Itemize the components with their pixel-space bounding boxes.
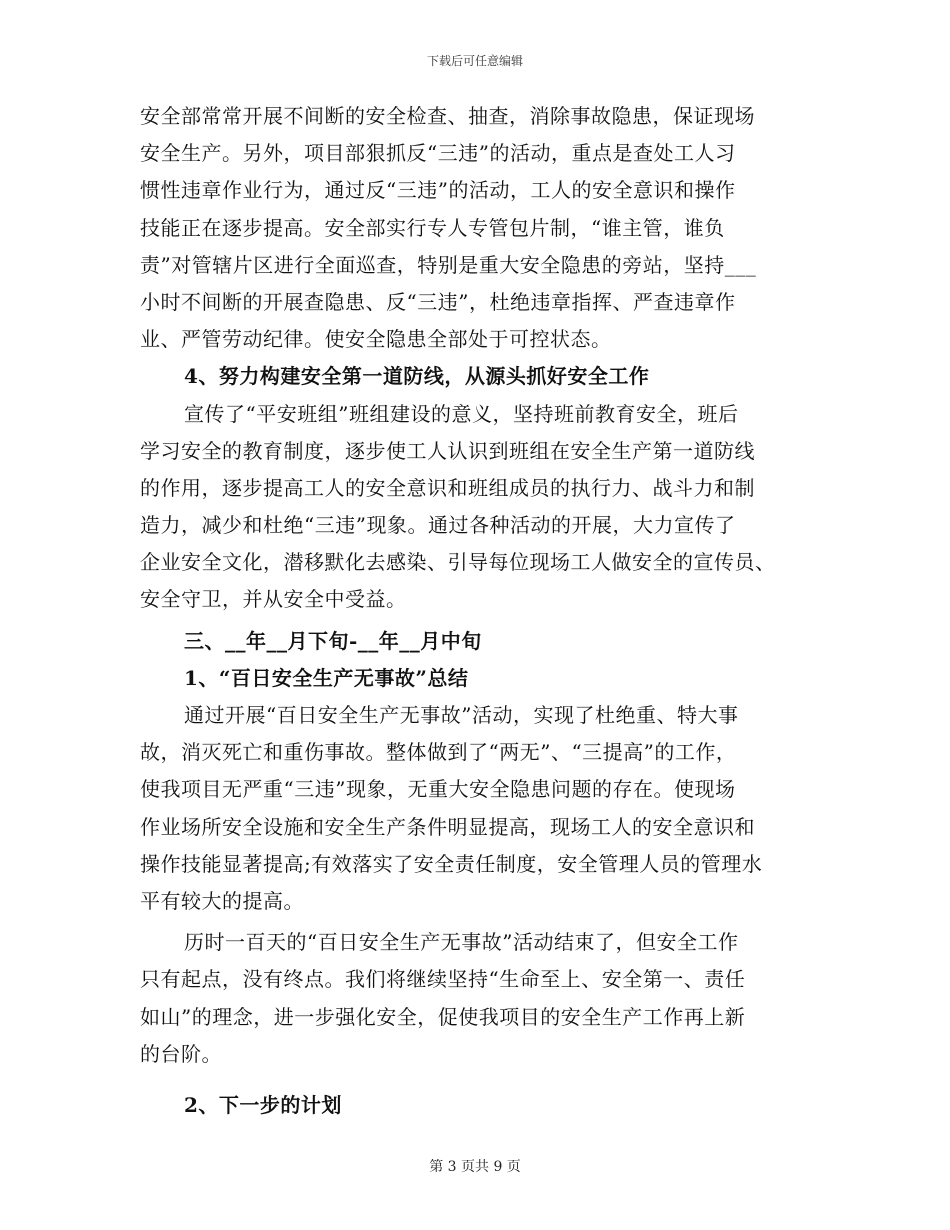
text-line: 安全生产。另外，项目部狠抓反“三违”的活动，重点是查处工人习	[140, 141, 736, 166]
text-line: 企业安全文化，潜移默化去感染、引导每位现场工人做安全的宣传员、	[140, 550, 776, 575]
text-line: 如山”的理念，进一步强化安全，促使我项目的安全生产工作再上新	[140, 1004, 746, 1029]
text-line: 通过开展“百日安全生产无事故”活动，实现了杜绝重、特大事	[184, 703, 739, 727]
document-body	[140, 98, 810, 1124]
text-line: 造力，减少和杜绝“三违”现象。通过各种活动的开展，大力宣传了	[140, 513, 736, 538]
text-line: 小时不间断的开展查隐患、反“三违”，杜绝违章指挥、严查违章作	[140, 289, 736, 314]
section-heading: 1、“百日安全生产无事故”总结	[184, 665, 469, 690]
text-line: 操作技能显著提高;有效落实了安全责任制度，安全管理人员的管理水	[140, 851, 763, 876]
text-line: 的作用，逐步提高工人的安全意识和班组成员的执行力、战斗力和制	[140, 475, 755, 500]
paragraph	[140, 697, 810, 920]
text-line: 责”对管辖片区进行全面巡查，特别是重大安全隐患的旁站，坚持___	[140, 252, 757, 277]
section-heading: 2、下一步的计划	[184, 1092, 342, 1117]
text-line: 业、严管劳动纪律。使安全隐患全部处于可控状态。	[140, 327, 612, 352]
paragraph	[140, 98, 810, 358]
text-line: 学习安全的教育制度，逐步使工人认识到班组在安全生产第一道防线	[140, 438, 755, 463]
page-footer: 第 3 页共 9 页	[429, 1159, 521, 1175]
text-line: 故，消灭死亡和重伤事故。整体做到了“两无”、“三提高”的工作，	[140, 740, 737, 765]
text-line: 使我项目无严重“三违”现象，无重大安全隐患问题的存在。使现场	[140, 777, 736, 802]
paragraph	[140, 396, 810, 619]
section-heading: 三、__年__月下旬-__年__月中旬	[184, 628, 482, 653]
text-line: 的台阶。	[140, 1041, 222, 1066]
text-line: 安全守卫，并从安全中受益。	[140, 587, 407, 612]
page-header: 下载后可任意编辑	[426, 54, 523, 68]
text-line: 作业场所安全设施和安全生产条件明显提高，现场工人的安全意识和	[140, 814, 755, 839]
paragraph	[140, 924, 810, 1073]
text-line: 技能正在逐步提高。安全部实行专人专管包片制，“谁主管，谁负	[140, 215, 725, 240]
text-line: 惯性违章作业行为，通过反“三违”的活动，工人的安全意识和操作	[140, 178, 736, 203]
text-line: 安全部常常开展不间断的安全检查、抽查，消除事故隐患，保证现场	[140, 104, 755, 128]
text-line: 只有起点，没有终点。我们将继续坚持“生命至上、安全第一、责任	[140, 967, 746, 992]
text-line: 宣传了“平安班组”班组建设的意义，坚持班前教育安全，班后	[184, 401, 739, 426]
text-line: 历时一百天的“百日安全生产无事故”活动结束了，但安全工作	[184, 930, 739, 955]
section-heading: 4、努力构建安全第一道防线，从源头抓好安全工作	[184, 364, 650, 389]
text-line: 平有较大的提高。	[140, 888, 304, 913]
